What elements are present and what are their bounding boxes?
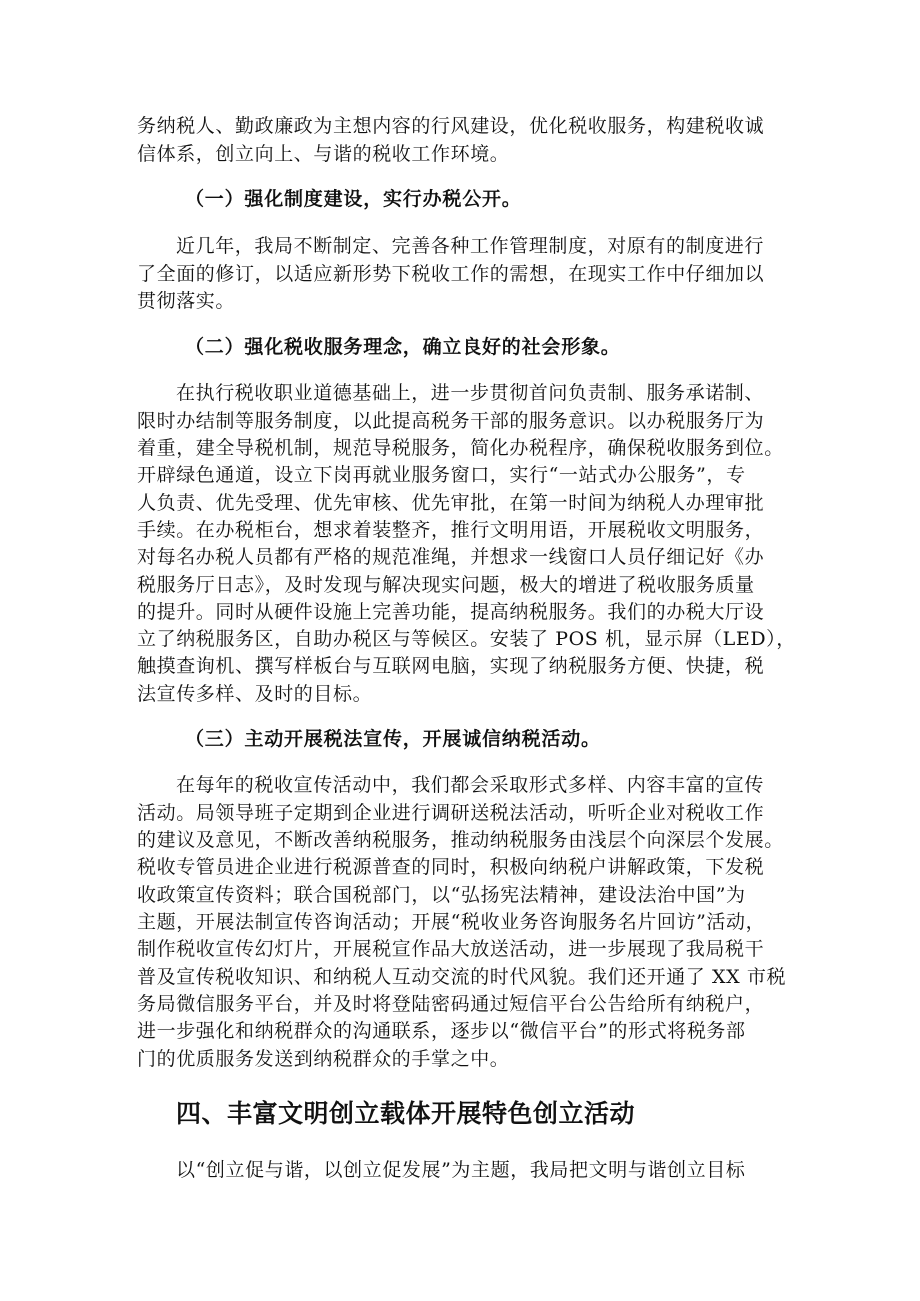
subheading-1: （一）强化制度建设，实行办税公开。 [185, 188, 522, 210]
section-heading-4: 四、丰富文明创立载体开展特色创立活动 [176, 1099, 636, 1128]
text-line: 信体系，创立向上、与谐的税收工作环境。 [137, 143, 510, 165]
text-line: 法宣传多样、及时的目标。 [137, 683, 373, 705]
text-line: 的提升。同时从硬件设施上完善功能，提高纳税服务。我们的办税大厅设 [137, 601, 765, 623]
text-line: 手续。在办税柜台，想求着装整齐，推行文明用语，开展税收文明服务， [137, 519, 765, 541]
text-line: 活动。局领导班子定期到企业进行调研送税法活动，听听企业对税收工作 [137, 802, 765, 824]
text-line: 收政策宣传资料；联合国税部门，以“弘扬宪法精神，建设法治中国”为 [137, 884, 746, 906]
text-line: 开辟绿色通道，设立下岗再就业服务窗口，实行“一站式办公服务”，专 [137, 464, 746, 486]
text-line: 的建议及意见，不断改善纳税服务，推动纳税服务由浅层个向深层个发展。 [137, 829, 784, 851]
text-line: 着重，建全导税机制，规范导税服务，简化办税程序，确保税收服务到位。 [137, 437, 784, 459]
text-line: 在每年的税收宣传活动中，我们都会采取形式多样、内容丰富的宣传 [176, 774, 765, 796]
text-line: 税服务厅日志》，及时发现与解决现实问题，极大的增进了税收服务质量 [137, 574, 755, 596]
text-line: 门的优质服务发送到纳税群众的手掌之中。 [137, 1048, 510, 1070]
text-line: 以“创立促与谐，以创立促发展”为主题，我局把文明与谐创立目标 [176, 1159, 746, 1181]
text-line: 主题，开展法制宣传咨询活动；开展“税收业务咨询服务名片回访”活动， [137, 911, 766, 933]
text-line: 贯彻落实。 [137, 290, 236, 312]
text-line: 务纳税人、勤政廉政为主想内容的行风建设，优化税收服务，构建税收诚 [137, 115, 765, 137]
text-line: 务局微信服务平台，并及时将登陆密码通过短信平台公告给所有纳税户， [137, 993, 765, 1015]
text-line: 进一步强化和纳税群众的沟通联系，逐步以“微信平台”的形式将税务部 [137, 1020, 746, 1042]
subheading-2: （二）强化税收服务理念，确立良好的社会形象。 [185, 336, 621, 358]
text-line: 了全面的修订，以适应新形势下税收工作的需想，在现实工作中仔细加以 [137, 263, 765, 285]
subheading-3: （三）主动开展税法宣传，开展诚信纳税活动。 [185, 728, 601, 750]
text-line: 普及宣传税收知识、和纳税人互动交流的时代风貌。我们还开通了 XX 市税 [137, 966, 787, 988]
text-line: 立了纳税服务区，自助办税区与等候区。安装了 POS 机，显示屏（LED）， [137, 628, 796, 650]
text-line: 税收专管员进企业进行税源普查的同时，积极向纳税户讲解政策，下发税 [137, 856, 765, 878]
text-line: 对每名办税人员都有严格的规范准绳，并想求一线窗口人员仔细记好《办 [137, 546, 765, 568]
text-line: 制作税收宣传幻灯片，开展税宣作品大放送活动，进一步展现了我局税干 [137, 938, 765, 960]
text-line: 触摸查询机、撰写样板台与互联网电脑，实现了纳税服务方便、快捷，税 [137, 655, 765, 677]
text-line: 在执行税收职业道德基础上，进一步贯彻首问负责制、服务承诺制、 [176, 382, 765, 404]
text-line: 人负责、优先受理、优先审核、优先审批，在第一时间为纳税人办理审批 [137, 492, 765, 514]
text-line: 近几年，我局不断制定、完善各种工作管理制度，对原有的制度进行 [176, 235, 765, 257]
text-line: 限时办结制等服务制度，以此提高税务干部的服务意识。以办税服务厅为 [137, 410, 765, 432]
